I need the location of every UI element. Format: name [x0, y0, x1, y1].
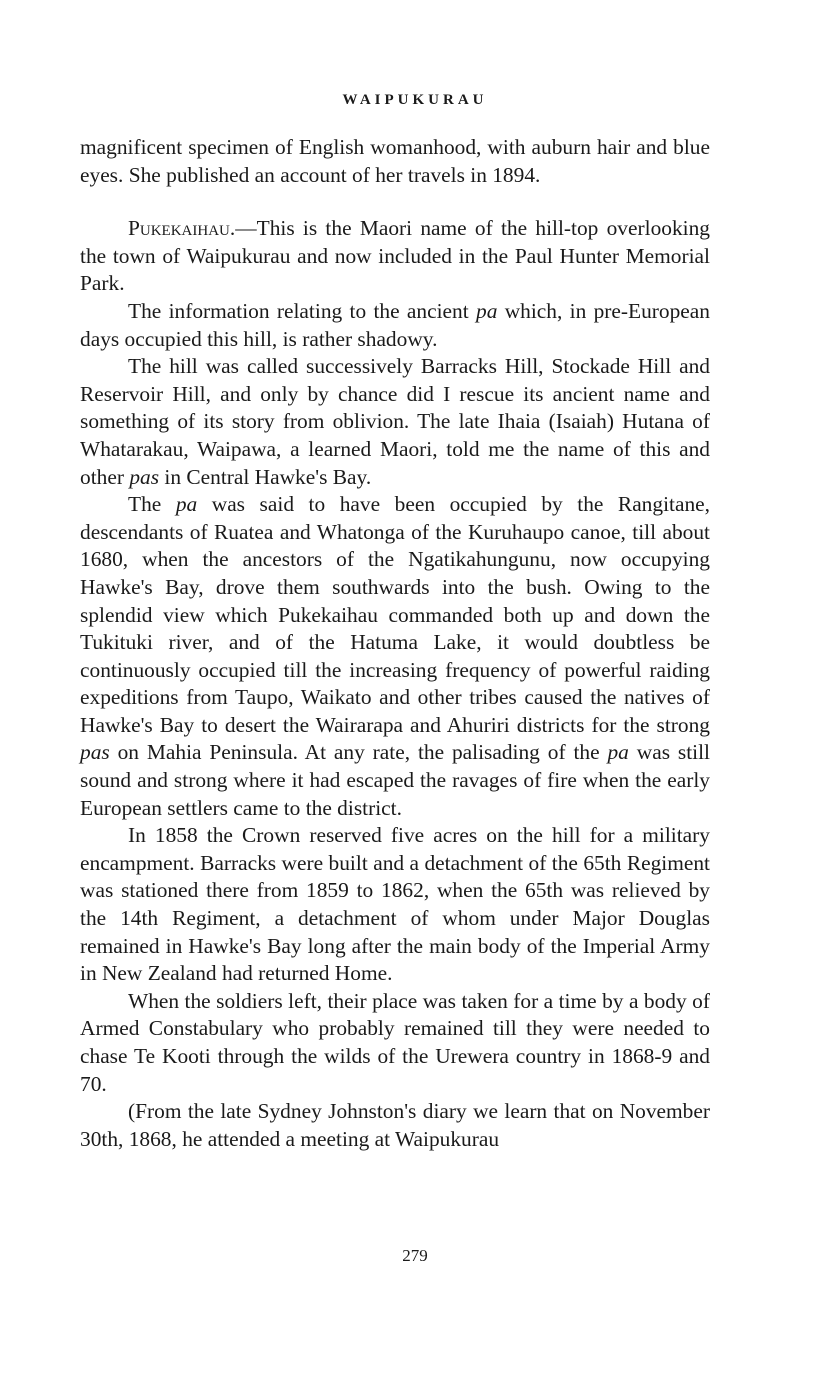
paragraph-7: When the soldiers left, their place was taken for a time by a body of Armed Constabulary who probably remained till they were needed to chase Te Kooti through the wilds of the Urewera country in 1868-9 and 70. [80, 988, 710, 1096]
paragraph-4-text-a: The hill was called successively Barracks Hill, Stockade Hill and Reservoir Hill, and only by chance did I rescue its ancient name and something of its story from oblivion. The late Ihaia (Isaiah) Hutana of Whatarakau, Waipawa, a learned Maori, told me the name of this and other [80, 354, 710, 489]
italic-term-pas: pas [129, 464, 160, 489]
paragraph-5-text-c: on Mahia Peninsula. At any rate, the palisading of the [109, 740, 608, 765]
page-number: 279 [402, 1246, 428, 1265]
paragraph-6: In 1858 the Crown reserved five acres on the hill for a military encampment. Barracks were built and a detachment of the 65th Regiment was stationed there from 1859 to 1862, when the 65th was relieved by the 14th Regiment, a detachment of whom under Major Douglas remained in Hawke's Bay long after the main body of the Imperial Army in New Zealand had returned Home. [80, 823, 710, 986]
paragraph-5-text-a: The [128, 492, 176, 517]
section-heading-pukekaihau: Pukekaihau. [128, 216, 236, 241]
paragraph-pukekaihau-text: —This is the Maori name of the hill-top overlooking the town of Waipukurau and now included in the Paul Hunter Memorial Park. [80, 216, 710, 296]
paragraph-4 [80, 353, 710, 491]
italic-term-pas: pas [80, 740, 110, 765]
paragraph-3 [80, 298, 710, 353]
paragraph-1: magnificent specimen of English womanhood, with auburn hair and blue eyes. She published an account of her travels in 1894. [80, 135, 710, 187]
paragraph-5 [80, 491, 710, 822]
body-text [80, 134, 710, 1153]
paragraph-pukekaihau [80, 215, 710, 298]
paragraph-5-text-b: was said to have been occupied by the Rangitane, descendants of Ruatea and Whatonga of the Kuruhaupo canoe, till about 1680, when the ancestors of the Ngatikahungunu, now occupying Hawke's Bay, drove them southwards into the bush. Owing to the splendid view which Pukekaihau commanded both up and down the Tukituki river, and of the Hatuma Lake, it would doubtless be continuously occupied till the increasing frequency of powerful raiding expeditions from Taupo, Waikato and other tribes caused the natives of Hawke's Bay to desert the Wairarapa and Ahuriri districts for the strong [80, 492, 710, 737]
italic-term-pa: pa [607, 740, 629, 765]
italic-term-pa: pa [175, 492, 198, 517]
paragraph-3-text-b: which, in pre-European days occupied this hill, is rather shadowy. [80, 298, 710, 351]
paragraph-5-text-d: was still sound and strong where it had escaped the ravages of fire when the early European settlers came to the district. [80, 740, 710, 820]
paragraph-8: (From the late Sydney Johnston's diary we learn that on November 30th, 1868, he attended a meeting at Waipukurau [80, 1099, 710, 1151]
running-head: WAIPUKURAU [342, 92, 488, 108]
paragraph-3-text-a: The information relating to the ancient [128, 298, 476, 323]
italic-term-pa: pa [476, 298, 498, 323]
paragraph-4-text-b: in Central Hawke's Bay. [159, 464, 372, 489]
